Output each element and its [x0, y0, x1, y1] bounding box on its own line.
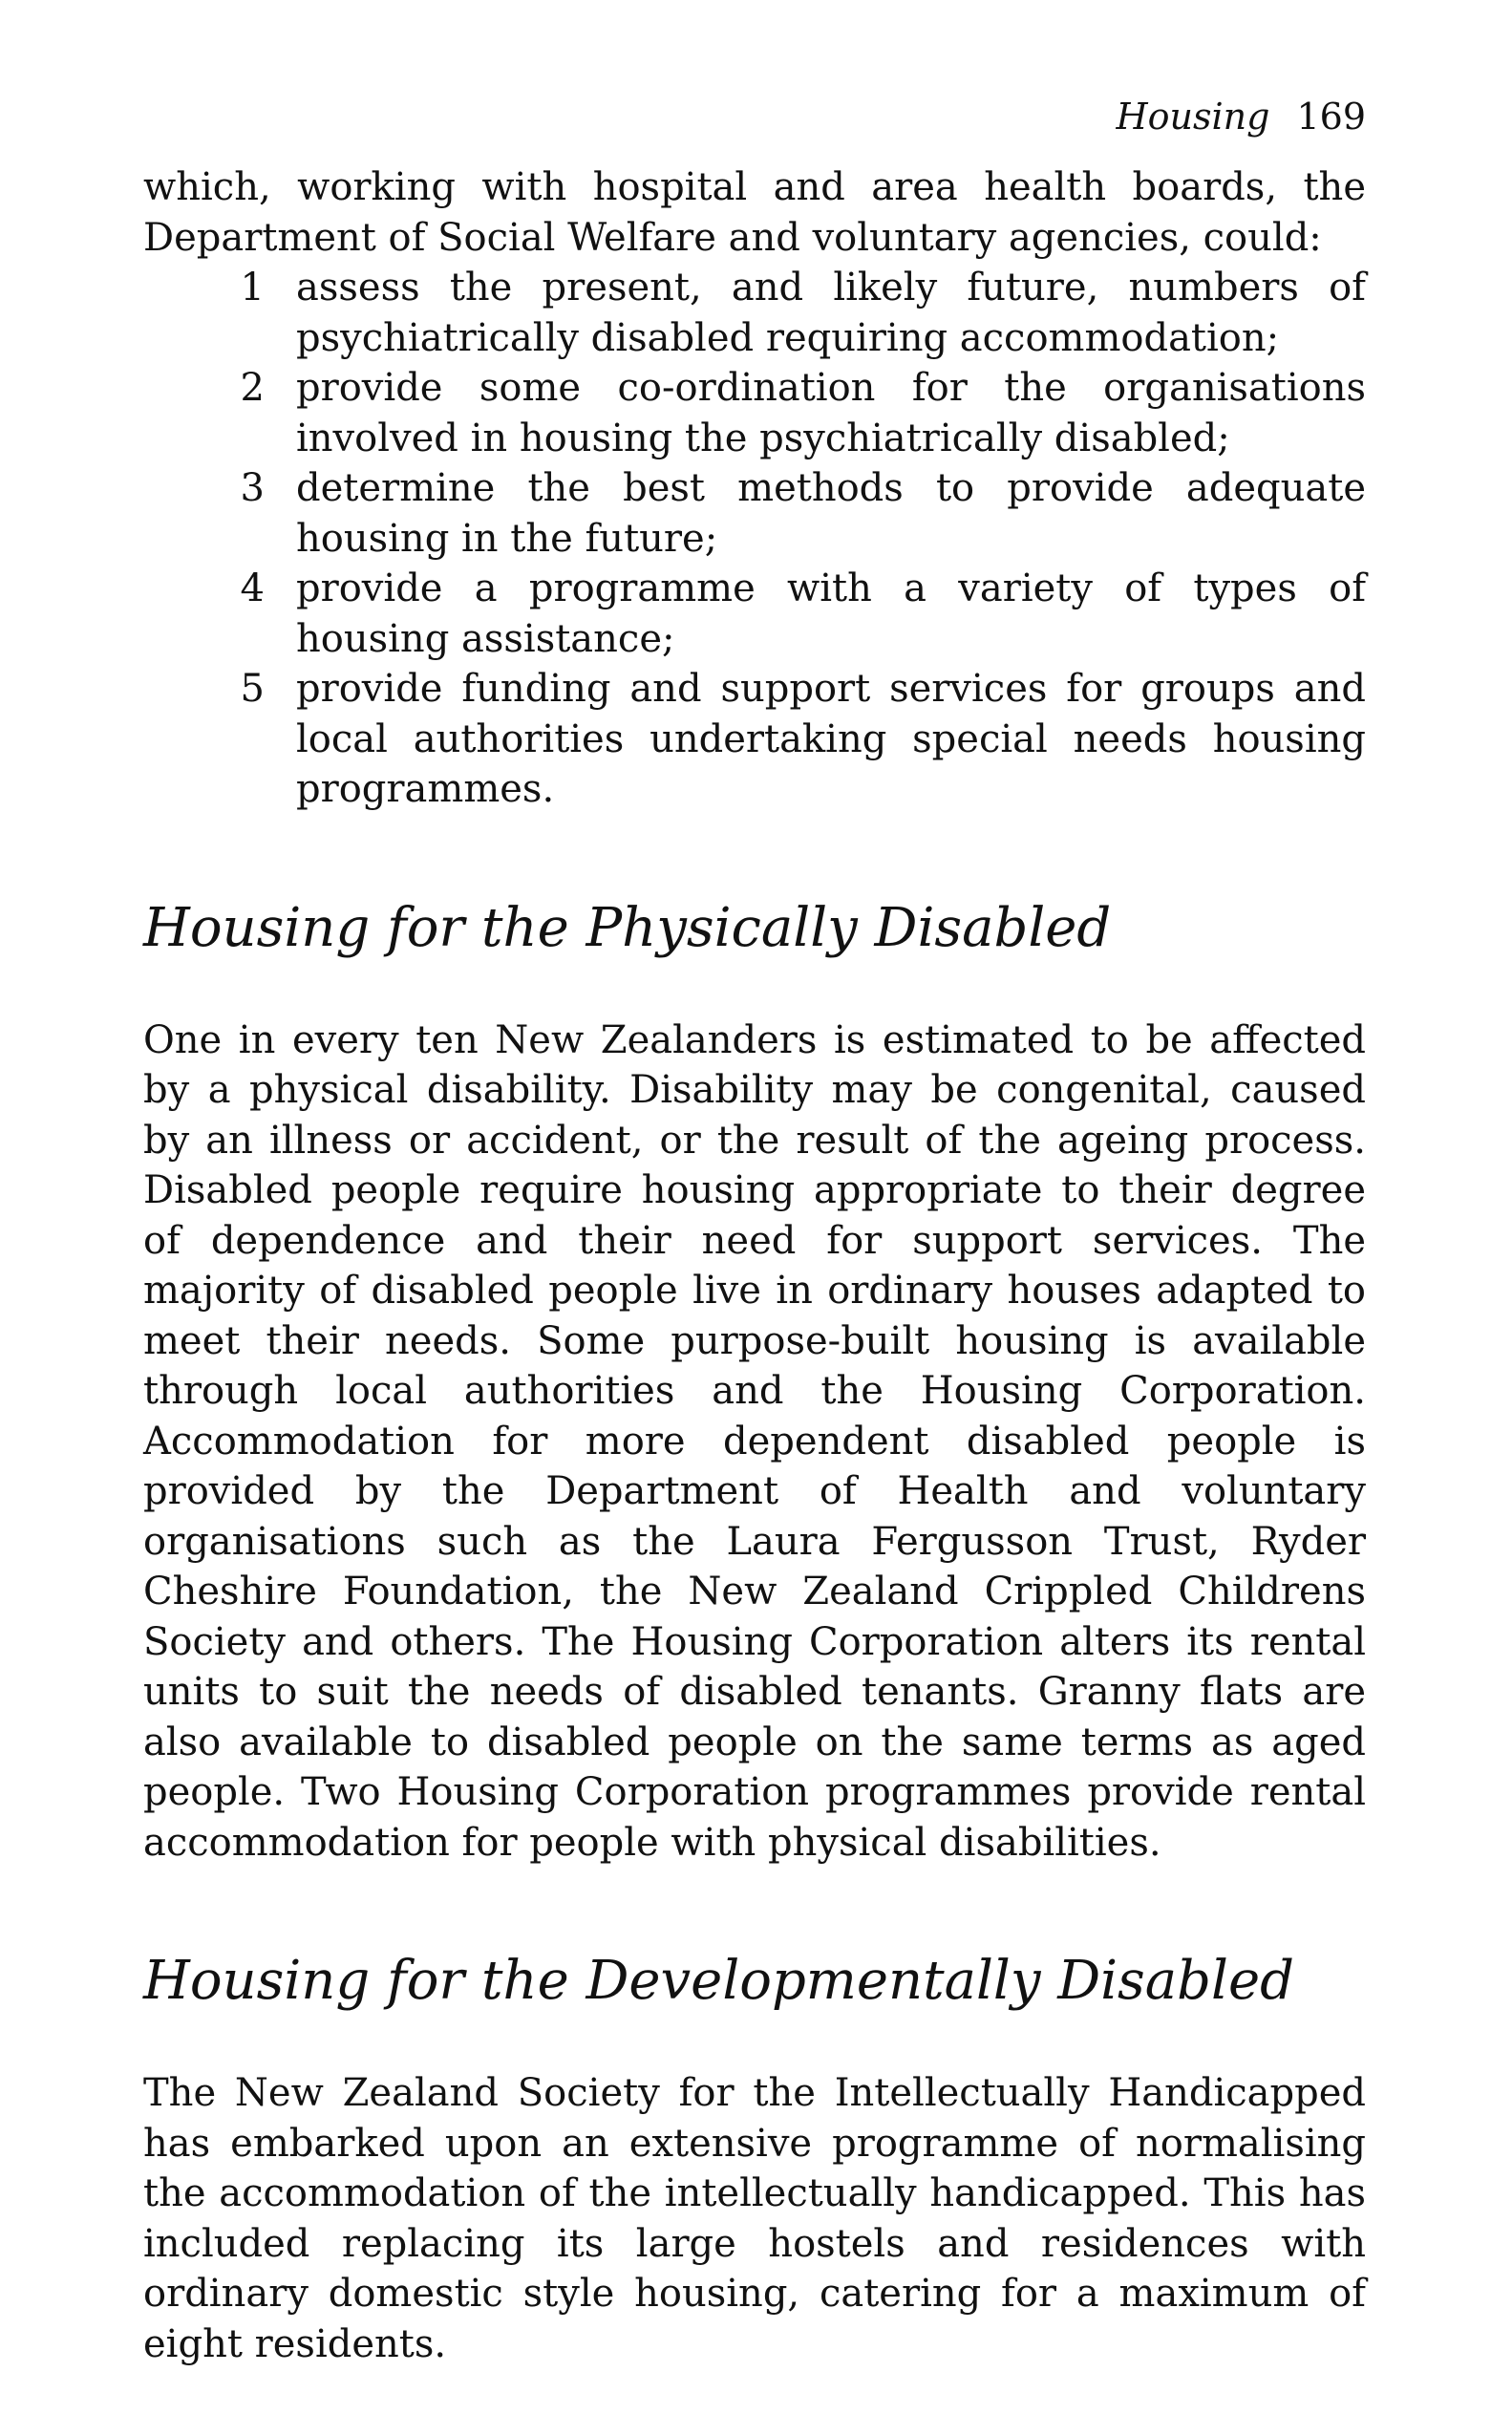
intro-paragraph: which, working with hospital and area health boards, the Department of Social Welfare and voluntary agencies, could:	[143, 165, 1366, 260]
list-item	[143, 463, 1366, 564]
list-item-text: provide funding and support services for groups and local authorities undertaking special needs housing programmes.	[296, 667, 1366, 811]
list-item-text: determine the best methods to provide adequate housing in the future;	[296, 466, 1366, 561]
running-title: Housing	[1116, 96, 1270, 138]
section-heading-developmentally-disabled: Housing for the Developmentally Disabled	[143, 1950, 1294, 2012]
list-item-text: assess the present, and likely future, numbers of psychiatrically disabled requiring accommodation;	[296, 266, 1366, 360]
section-paragraph-physically-disabled: One in every ten New Zealanders is estimated to be affected by a physical disability. Disability may be congenital, caused by an illness or accident, or the result of the ageing process. Disabled people require housing appropriate to their degree of dependence and their need for support services. The majority of disabled people live in ordinary houses adapted to meet their needs. Some purpose-built housing is available through local authorities and the Housing Corporation. Accommodation for more dependent disabled people is provided by the Department of Health and voluntary organisations such as the Laura Fergusson Trust, Ryder Cheshire Foundation, the New Zealand Crippled Childrens Society and others. The Housing Corporation alters its rental units to suit the needs of disabled tenants. Granny flats are also available to disabled people on the same terms as aged people. Two Housing Corporation programmes provide rental accommodation for people with physical disabilities.	[143, 1017, 1366, 1865]
list-item-number: 5	[240, 667, 265, 711]
list-item	[143, 363, 1366, 463]
list-item-number: 1	[240, 266, 265, 310]
list-item-number: 4	[240, 566, 265, 610]
list-item	[143, 564, 1366, 664]
list-item	[143, 263, 1366, 363]
list-item-number: 2	[240, 366, 265, 410]
section-heading-physically-disabled: Housing for the Physically Disabled	[143, 896, 1112, 959]
section-paragraph-developmentally-disabled: The New Zealand Society for the Intellectually Handicapped has embarked upon an extensive programme of normalising the accommodation of the intellectually handicapped. This has included replacing its large hostels and residences with ordinary domestic style housing, catering for a maximum of eight residents.	[143, 2071, 1366, 2366]
page-number: 169	[1296, 96, 1366, 138]
numbered-list	[143, 263, 1366, 815]
list-item-text: provide some co-ordination for the organisations involved in housing the psychiatrically disabled;	[296, 366, 1366, 460]
list-item	[143, 664, 1366, 815]
page	[143, 96, 1366, 2369]
list-item-text: provide a programme with a variety of types of housing assistance;	[296, 566, 1366, 661]
running-head	[143, 96, 1366, 138]
list-item-number: 3	[240, 466, 265, 510]
